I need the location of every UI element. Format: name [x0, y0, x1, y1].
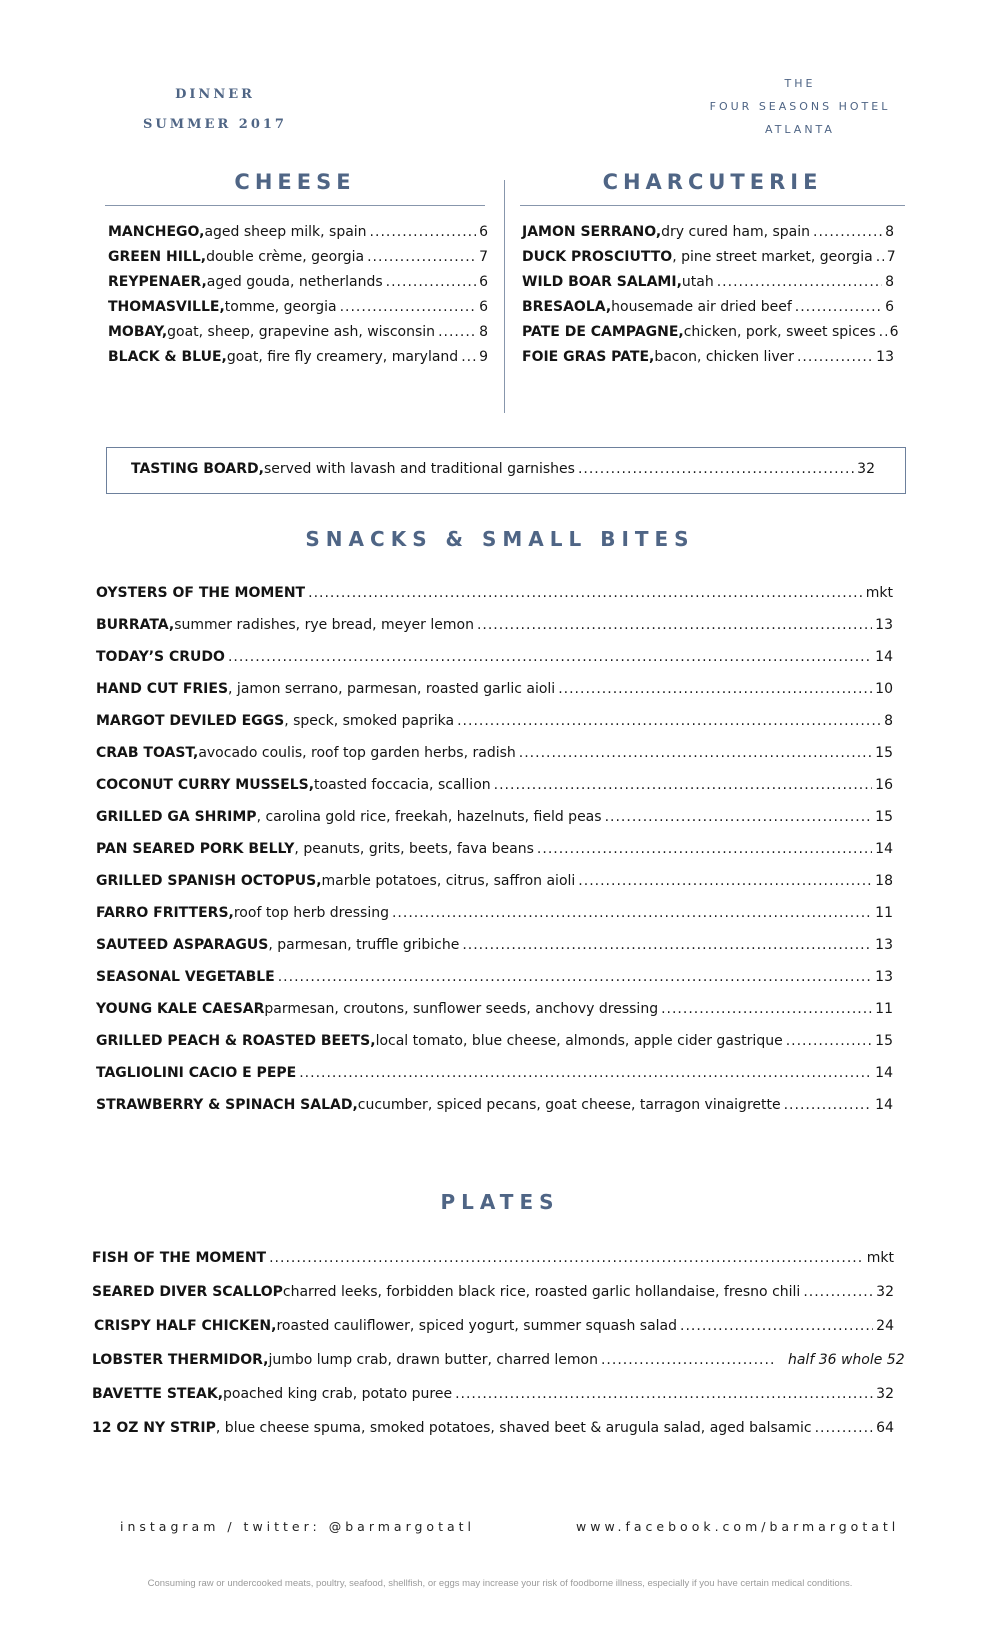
- plate-item: BAVETTE STEAK, poached king crab, potato puree ..... 32: [92, 1386, 894, 1420]
- snack-item: YOUNG KALE CAESAR parmesan, croutons, sunflower seeds, anchovy dressing ..... 11: [96, 1001, 893, 1033]
- plate-item: FISH OF THE MOMENT ..... mkt: [92, 1250, 894, 1284]
- plate-item: 12 OZ NY STRIP , blue cheese spuma, smoked potatoes, shaved beet & arugula salad, aged balsamic ..... 64: [92, 1420, 894, 1454]
- menu-label: [140, 80, 290, 140]
- hotel-line-1: THE: [784, 77, 816, 90]
- snacks-title: SNACKS & SMALL BITES: [305, 527, 695, 551]
- snacks-list: [96, 585, 893, 1129]
- facebook-link[interactable]: www.facebook.com/barmargotatl: [576, 1519, 900, 1534]
- charcuterie-title: CHARCUTERIE: [602, 170, 823, 194]
- snack-item: OYSTERS OF THE MOMENT ..... mkt: [96, 585, 893, 617]
- charcuterie-divider: [520, 205, 905, 206]
- charcuterie-item: WILD BOAR SALAMI, utah ..... 8: [522, 274, 894, 299]
- snack-item: BURRATA, summer radishes, rye bread, meyer lemon ..... 13: [96, 617, 893, 649]
- snack-item: SEASONAL VEGETABLE ..... 13: [96, 969, 893, 1001]
- charcuterie-item: PATE DE CAMPAGNE, chicken, pork, sweet spices ..... 6: [522, 324, 894, 349]
- charcuterie-item: DUCK PROSCIUTTO , pine street market, georgia ..... 7: [522, 249, 894, 274]
- charcuterie-item: JAMON SERRANO, dry cured ham, spain ..... 8: [522, 224, 894, 249]
- snack-item: MARGOT DEVILED EGGS , speck, smoked paprika ..... 8: [96, 713, 893, 745]
- cheese-item: REYPENAER, aged gouda, netherlands ..... 6: [108, 274, 488, 299]
- charcuterie-item: FOIE GRAS PATE, bacon, chicken liver ..... 13: [522, 349, 894, 374]
- hotel-name: [700, 72, 900, 141]
- hotel-line-2: FOUR SEASONS HOTEL: [709, 100, 891, 113]
- cheese-item: BLACK & BLUE, goat, fire fly creamery, maryland ..... 9: [108, 349, 488, 374]
- cheese-divider: [105, 205, 485, 206]
- cheese-item: GREEN HILL, double crème, georgia ..... 7: [108, 249, 488, 274]
- hotel-line-3: ATLANTA: [765, 123, 835, 136]
- snack-item: CRAB TOAST, avocado coulis, roof top garden herbs, radish ..... 15: [96, 745, 893, 777]
- cheese-item: MANCHEGO, aged sheep milk, spain ..... 6: [108, 224, 488, 249]
- cheese-item: MOBAY, goat, sheep, grapevine ash, wisconsin ..... 8: [108, 324, 488, 349]
- food-safety-disclaimer: Consuming raw or undercooked meats, poultry, seafood, shellfish, or eggs may increase your risk of foodborne illness, especially if you have certain medical conditions.: [147, 1578, 853, 1589]
- instagram-handle[interactable]: instagram / twitter: @barmargotatl: [120, 1519, 476, 1534]
- plate-item: LOBSTER THERMIDOR, jumbo lump crab, drawn butter, charred lemon ..... half 36 whole 52: [92, 1352, 894, 1386]
- tasting-board-box: [106, 447, 906, 494]
- column-divider: [504, 180, 505, 413]
- snack-item: SAUTEED ASPARAGUS , parmesan, truffle gribiche ..... 13: [96, 937, 893, 969]
- charcuterie-list: [522, 224, 899, 374]
- plates-title: PLATES: [440, 1190, 560, 1214]
- plates-list: [92, 1250, 905, 1454]
- snack-item: HAND CUT FRIES , jamon serrano, parmesan, roasted garlic aioli ..... 10: [96, 681, 893, 713]
- tasting-board-item: TASTING BOARD, served with lavash and traditional garnishes ..... 32: [131, 461, 875, 477]
- snack-item: TAGLIOLINI CACIO E PEPE ..... 14: [96, 1065, 893, 1097]
- snack-item: COCONUT CURRY MUSSELS, toasted foccacia, scallion ..... 16: [96, 777, 893, 809]
- snack-item: PAN SEARED PORK BELLY , peanuts, grits, beets, fava beans ..... 14: [96, 841, 893, 873]
- charcuterie-item: BRESAOLA, housemade air dried beef ..... 6: [522, 299, 894, 324]
- snack-item: FARRO FRITTERS, roof top herb dressing ..... 11: [96, 905, 893, 937]
- plate-item: CRISPY HALF CHICKEN, roasted cauliflower, spiced yogurt, summer squash salad ..... 24: [92, 1318, 894, 1352]
- cheese-list: [108, 224, 488, 374]
- snack-item: STRAWBERRY & SPINACH SALAD, cucumber, spiced pecans, goat cheese, tarragon vinaigrette ..... 14: [96, 1097, 893, 1129]
- plate-item: SEARED DIVER SCALLOP charred leeks, forbidden black rice, roasted garlic hollandaise, fresno chili ..... 32: [92, 1284, 894, 1318]
- menu-season: SUMMER 2017: [143, 117, 287, 132]
- cheese-title: CHEESE: [234, 170, 356, 194]
- cheese-item: THOMASVILLE, tomme, georgia ..... 6: [108, 299, 488, 324]
- snack-item: GRILLED SPANISH OCTOPUS, marble potatoes, citrus, saffron aioli ..... 18: [96, 873, 893, 905]
- snack-item: GRILLED PEACH & ROASTED BEETS, local tomato, blue cheese, almonds, apple cider gastrique ..... 15: [96, 1033, 893, 1065]
- snack-item: GRILLED GA SHRIMP , carolina gold rice, freekah, hazelnuts, field peas ..... 15: [96, 809, 893, 841]
- snack-item: TODAY’S CRUDO ..... 14: [96, 649, 893, 681]
- menu-title: DINNER: [175, 87, 255, 102]
